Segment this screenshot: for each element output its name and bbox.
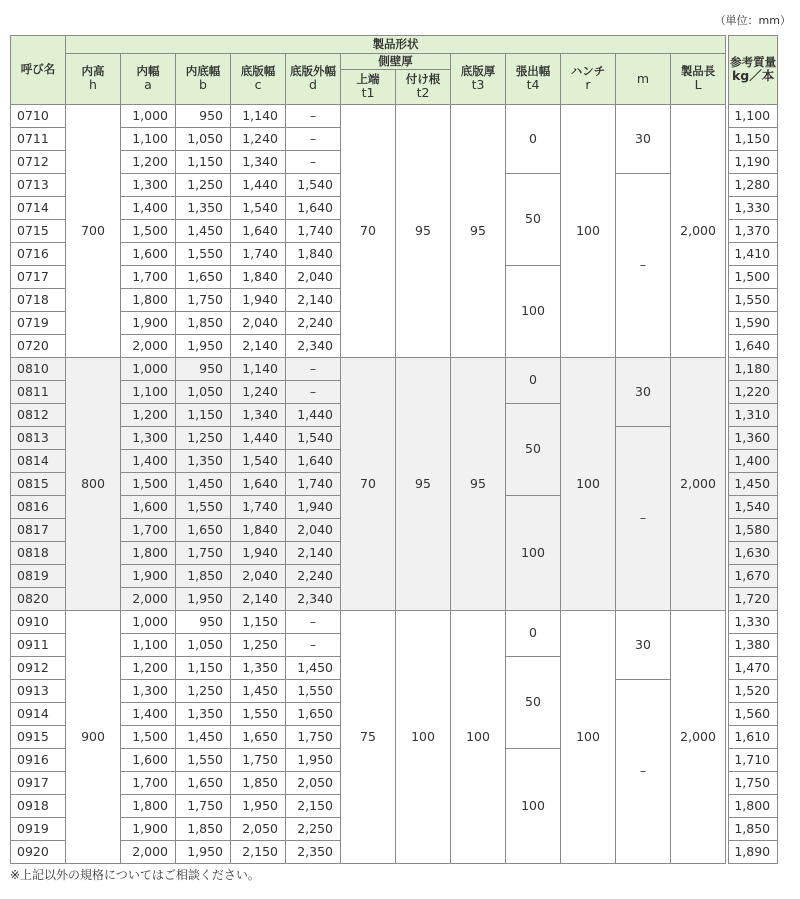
cell-t3: 95 [451, 358, 506, 611]
header-c: 底版幅 c [231, 54, 286, 105]
cell-c: 1,840 [231, 266, 286, 289]
cell-callname: 0820 [11, 588, 66, 611]
cell-mass: 1,580 [729, 519, 778, 542]
cell-t1: 70 [341, 358, 396, 611]
cell-callname: 0911 [11, 634, 66, 657]
spec-table [10, 35, 778, 864]
cell-a: 1,000 [121, 358, 176, 381]
cell-callname: 0912 [11, 657, 66, 680]
header-L: 製品長 L [671, 54, 726, 105]
header-sidewall: 側壁厚 [341, 54, 451, 70]
cell-b: 1,750 [176, 795, 231, 818]
cell-d: – [286, 105, 341, 128]
cell-callname: 0712 [11, 151, 66, 174]
cell-t4: 0 [506, 358, 561, 404]
cell-d: 2,340 [286, 335, 341, 358]
cell-c: 1,440 [231, 174, 286, 197]
cell-c: 1,450 [231, 680, 286, 703]
cell-a: 1,800 [121, 795, 176, 818]
cell-a: 1,000 [121, 105, 176, 128]
cell-callname: 0711 [11, 128, 66, 151]
cell-a: 1,800 [121, 289, 176, 312]
cell-b: 1,650 [176, 519, 231, 542]
header-mass: 参考質量 kg／本 [729, 36, 778, 105]
cell-mass: 1,520 [729, 680, 778, 703]
cell-b: 950 [176, 358, 231, 381]
cell-t4: 100 [506, 496, 561, 611]
cell-mass: 1,100 [729, 105, 778, 128]
cell-c: 1,540 [231, 450, 286, 473]
cell-callname: 0814 [11, 450, 66, 473]
cell-a: 1,500 [121, 726, 176, 749]
cell-d: – [286, 634, 341, 657]
cell-mass: 1,750 [729, 772, 778, 795]
cell-t4: 100 [506, 749, 561, 864]
cell-a: 1,600 [121, 749, 176, 772]
cell-c: 1,140 [231, 105, 286, 128]
cell-a: 1,100 [121, 634, 176, 657]
cell-t3: 95 [451, 105, 506, 358]
cell-m: 30 [616, 105, 671, 174]
cell-b: 950 [176, 611, 231, 634]
cell-mass: 1,800 [729, 795, 778, 818]
cell-b: 1,850 [176, 818, 231, 841]
cell-callname: 0718 [11, 289, 66, 312]
cell-a: 1,500 [121, 220, 176, 243]
cell-callname: 0914 [11, 703, 66, 726]
cell-t1: 75 [341, 611, 396, 864]
cell-mass: 1,330 [729, 197, 778, 220]
cell-callname: 0717 [11, 266, 66, 289]
cell-mass: 1,610 [729, 726, 778, 749]
cell-mass: 1,500 [729, 266, 778, 289]
cell-mass: 1,470 [729, 657, 778, 680]
cell-mass: 1,670 [729, 565, 778, 588]
cell-b: 1,350 [176, 703, 231, 726]
cell-a: 1,300 [121, 174, 176, 197]
cell-c: 1,150 [231, 611, 286, 634]
cell-a: 1,400 [121, 197, 176, 220]
cell-c: 1,640 [231, 473, 286, 496]
cell-mass: 1,540 [729, 496, 778, 519]
unit-label: （単位：mm） [714, 14, 791, 27]
cell-mass: 1,410 [729, 243, 778, 266]
cell-callname: 0818 [11, 542, 66, 565]
header-d: 底版外幅 d [286, 54, 341, 105]
cell-c: 1,740 [231, 496, 286, 519]
cell-callname: 0916 [11, 749, 66, 772]
cell-d: 2,350 [286, 841, 341, 864]
cell-a: 1,400 [121, 703, 176, 726]
cell-b: 1,950 [176, 841, 231, 864]
cell-a: 1,100 [121, 381, 176, 404]
cell-callname: 0819 [11, 565, 66, 588]
cell-callname: 0920 [11, 841, 66, 864]
header-t4: 張出幅 t4 [506, 54, 561, 105]
header-m: m [616, 54, 671, 105]
cell-a: 1,600 [121, 496, 176, 519]
cell-b: 1,150 [176, 404, 231, 427]
cell-b: 1,350 [176, 450, 231, 473]
cell-c: 2,040 [231, 565, 286, 588]
cell-mass: 1,180 [729, 358, 778, 381]
header-r: ハンチ r [561, 54, 616, 105]
cell-mass: 1,370 [729, 220, 778, 243]
cell-mass: 1,890 [729, 841, 778, 864]
cell-m: 30 [616, 358, 671, 427]
cell-c: 1,540 [231, 197, 286, 220]
cell-d: 1,950 [286, 749, 341, 772]
cell-callname: 0815 [11, 473, 66, 496]
cell-mass: 1,710 [729, 749, 778, 772]
cell-mass: 1,850 [729, 818, 778, 841]
cell-a: 1,900 [121, 312, 176, 335]
cell-mass: 1,190 [729, 151, 778, 174]
cell-a: 1,000 [121, 611, 176, 634]
cell-b: 1,850 [176, 565, 231, 588]
cell-d: 2,140 [286, 542, 341, 565]
cell-b: 1,450 [176, 726, 231, 749]
cell-a: 1,700 [121, 266, 176, 289]
cell-callname: 0811 [11, 381, 66, 404]
cell-d: 1,450 [286, 657, 341, 680]
cell-mass: 1,550 [729, 289, 778, 312]
cell-b: 1,050 [176, 634, 231, 657]
cell-a: 1,200 [121, 151, 176, 174]
cell-callname: 0810 [11, 358, 66, 381]
cell-callname: 0917 [11, 772, 66, 795]
cell-callname: 0715 [11, 220, 66, 243]
cell-mass: 1,640 [729, 335, 778, 358]
cell-a: 1,200 [121, 404, 176, 427]
cell-d: – [286, 151, 341, 174]
cell-b: 1,450 [176, 473, 231, 496]
table-row [11, 358, 778, 381]
cell-c: 1,750 [231, 749, 286, 772]
cell-t4: 50 [506, 404, 561, 496]
cell-mass: 1,560 [729, 703, 778, 726]
cell-c: 2,040 [231, 312, 286, 335]
cell-c: 2,150 [231, 841, 286, 864]
cell-b: 1,550 [176, 496, 231, 519]
cell-b: 1,850 [176, 312, 231, 335]
cell-d: – [286, 611, 341, 634]
cell-t2: 100 [396, 611, 451, 864]
cell-a: 1,100 [121, 128, 176, 151]
cell-c: 1,650 [231, 726, 286, 749]
cell-d: 2,250 [286, 818, 341, 841]
cell-d: 2,050 [286, 772, 341, 795]
header-a: 内幅 a [121, 54, 176, 105]
cell-a: 1,700 [121, 772, 176, 795]
cell-c: 1,640 [231, 220, 286, 243]
cell-t4: 100 [506, 266, 561, 358]
header-h: 内高 h [66, 54, 121, 105]
cell-d: 1,740 [286, 473, 341, 496]
cell-d: 1,740 [286, 220, 341, 243]
cell-d: 2,240 [286, 312, 341, 335]
cell-d: 2,040 [286, 519, 341, 542]
cell-c: 2,140 [231, 588, 286, 611]
header-t2: 付け根 t2 [396, 70, 451, 105]
cell-callname: 0719 [11, 312, 66, 335]
cell-t2: 95 [396, 105, 451, 358]
cell-L: 2,000 [671, 105, 726, 358]
cell-callname: 0910 [11, 611, 66, 634]
cell-t4: 0 [506, 611, 561, 657]
cell-L: 2,000 [671, 358, 726, 611]
cell-mass: 1,310 [729, 404, 778, 427]
header-b: 内底幅 b [176, 54, 231, 105]
footnote: ※上記以外の規格についてはご相談ください。 [10, 868, 260, 882]
cell-c: 1,740 [231, 243, 286, 266]
cell-a: 1,300 [121, 427, 176, 450]
cell-d: 1,550 [286, 680, 341, 703]
cell-c: 1,140 [231, 358, 286, 381]
cell-m: – [616, 174, 671, 358]
cell-r: 100 [561, 611, 616, 864]
cell-callname: 0720 [11, 335, 66, 358]
cell-c: 1,340 [231, 151, 286, 174]
cell-d: 1,640 [286, 197, 341, 220]
cell-d: 2,040 [286, 266, 341, 289]
cell-callname: 0812 [11, 404, 66, 427]
cell-b: 1,750 [176, 542, 231, 565]
cell-b: 1,550 [176, 243, 231, 266]
cell-c: 1,240 [231, 381, 286, 404]
cell-r: 100 [561, 358, 616, 611]
cell-c: 1,950 [231, 795, 286, 818]
cell-r: 100 [561, 105, 616, 358]
cell-a: 1,800 [121, 542, 176, 565]
cell-t4: 0 [506, 105, 561, 174]
cell-d: 1,540 [286, 174, 341, 197]
cell-b: 1,750 [176, 289, 231, 312]
cell-t4: 50 [506, 657, 561, 749]
cell-mass: 1,450 [729, 473, 778, 496]
cell-b: 1,050 [176, 128, 231, 151]
cell-m: – [616, 427, 671, 611]
cell-a: 1,300 [121, 680, 176, 703]
cell-h: 800 [66, 358, 121, 611]
cell-c: 2,140 [231, 335, 286, 358]
cell-mass: 1,220 [729, 381, 778, 404]
cell-d: 1,440 [286, 404, 341, 427]
cell-b: 1,650 [176, 772, 231, 795]
cell-a: 1,600 [121, 243, 176, 266]
cell-d: 1,650 [286, 703, 341, 726]
cell-a: 2,000 [121, 335, 176, 358]
cell-mass: 1,280 [729, 174, 778, 197]
cell-b: 1,950 [176, 335, 231, 358]
cell-c: 1,250 [231, 634, 286, 657]
header-t3: 底版厚 t3 [451, 54, 506, 105]
cell-mass: 1,330 [729, 611, 778, 634]
cell-callname: 0714 [11, 197, 66, 220]
table-row [11, 105, 778, 128]
header-t1: 上端 t1 [341, 70, 396, 105]
cell-a: 1,700 [121, 519, 176, 542]
cell-callname: 0919 [11, 818, 66, 841]
cell-mass: 1,720 [729, 588, 778, 611]
cell-a: 1,400 [121, 450, 176, 473]
cell-mass: 1,400 [729, 450, 778, 473]
cell-c: 1,440 [231, 427, 286, 450]
cell-a: 1,500 [121, 473, 176, 496]
cell-b: 1,950 [176, 588, 231, 611]
cell-c: 1,940 [231, 289, 286, 312]
cell-mass: 1,380 [729, 634, 778, 657]
cell-callname: 0813 [11, 427, 66, 450]
cell-c: 1,850 [231, 772, 286, 795]
cell-t3: 100 [451, 611, 506, 864]
cell-h: 700 [66, 105, 121, 358]
cell-b: 1,050 [176, 381, 231, 404]
cell-d: 2,340 [286, 588, 341, 611]
cell-callname: 0913 [11, 680, 66, 703]
cell-mass: 1,630 [729, 542, 778, 565]
cell-b: 1,450 [176, 220, 231, 243]
cell-d: 1,640 [286, 450, 341, 473]
cell-L: 2,000 [671, 611, 726, 864]
cell-c: 1,340 [231, 404, 286, 427]
cell-d: 2,150 [286, 795, 341, 818]
cell-t1: 70 [341, 105, 396, 358]
cell-m: – [616, 680, 671, 864]
cell-callname: 0710 [11, 105, 66, 128]
cell-c: 2,050 [231, 818, 286, 841]
cell-a: 1,900 [121, 818, 176, 841]
cell-t2: 95 [396, 358, 451, 611]
cell-mass: 1,150 [729, 128, 778, 151]
cell-c: 1,240 [231, 128, 286, 151]
cell-c: 1,350 [231, 657, 286, 680]
cell-b: 1,250 [176, 427, 231, 450]
cell-c: 1,840 [231, 519, 286, 542]
cell-d: 2,240 [286, 565, 341, 588]
cell-b: 1,250 [176, 680, 231, 703]
cell-a: 1,200 [121, 657, 176, 680]
cell-a: 2,000 [121, 841, 176, 864]
table-body [11, 105, 778, 864]
cell-c: 1,940 [231, 542, 286, 565]
cell-callname: 0817 [11, 519, 66, 542]
cell-b: 1,250 [176, 174, 231, 197]
cell-b: 950 [176, 105, 231, 128]
cell-callname: 0816 [11, 496, 66, 519]
cell-d: 1,750 [286, 726, 341, 749]
cell-callname: 0716 [11, 243, 66, 266]
cell-h: 900 [66, 611, 121, 864]
cell-a: 2,000 [121, 588, 176, 611]
cell-mass: 1,590 [729, 312, 778, 335]
table-header [11, 36, 778, 105]
cell-b: 1,350 [176, 197, 231, 220]
cell-callname: 0713 [11, 174, 66, 197]
cell-mass: 1,360 [729, 427, 778, 450]
header-product-shape: 製品形状 [66, 36, 726, 54]
cell-b: 1,650 [176, 266, 231, 289]
table-row [11, 611, 778, 634]
cell-a: 1,900 [121, 565, 176, 588]
cell-d: – [286, 358, 341, 381]
cell-d: 1,940 [286, 496, 341, 519]
cell-d: 2,140 [286, 289, 341, 312]
cell-d: 1,840 [286, 243, 341, 266]
cell-callname: 0918 [11, 795, 66, 818]
cell-c: 1,550 [231, 703, 286, 726]
cell-m: 30 [616, 611, 671, 680]
cell-b: 1,550 [176, 749, 231, 772]
cell-d: 1,540 [286, 427, 341, 450]
cell-b: 1,150 [176, 151, 231, 174]
cell-t4: 50 [506, 174, 561, 266]
cell-b: 1,150 [176, 657, 231, 680]
cell-callname: 0915 [11, 726, 66, 749]
cell-d: – [286, 381, 341, 404]
header-callname: 呼び名 [11, 36, 66, 105]
cell-d: – [286, 128, 341, 151]
